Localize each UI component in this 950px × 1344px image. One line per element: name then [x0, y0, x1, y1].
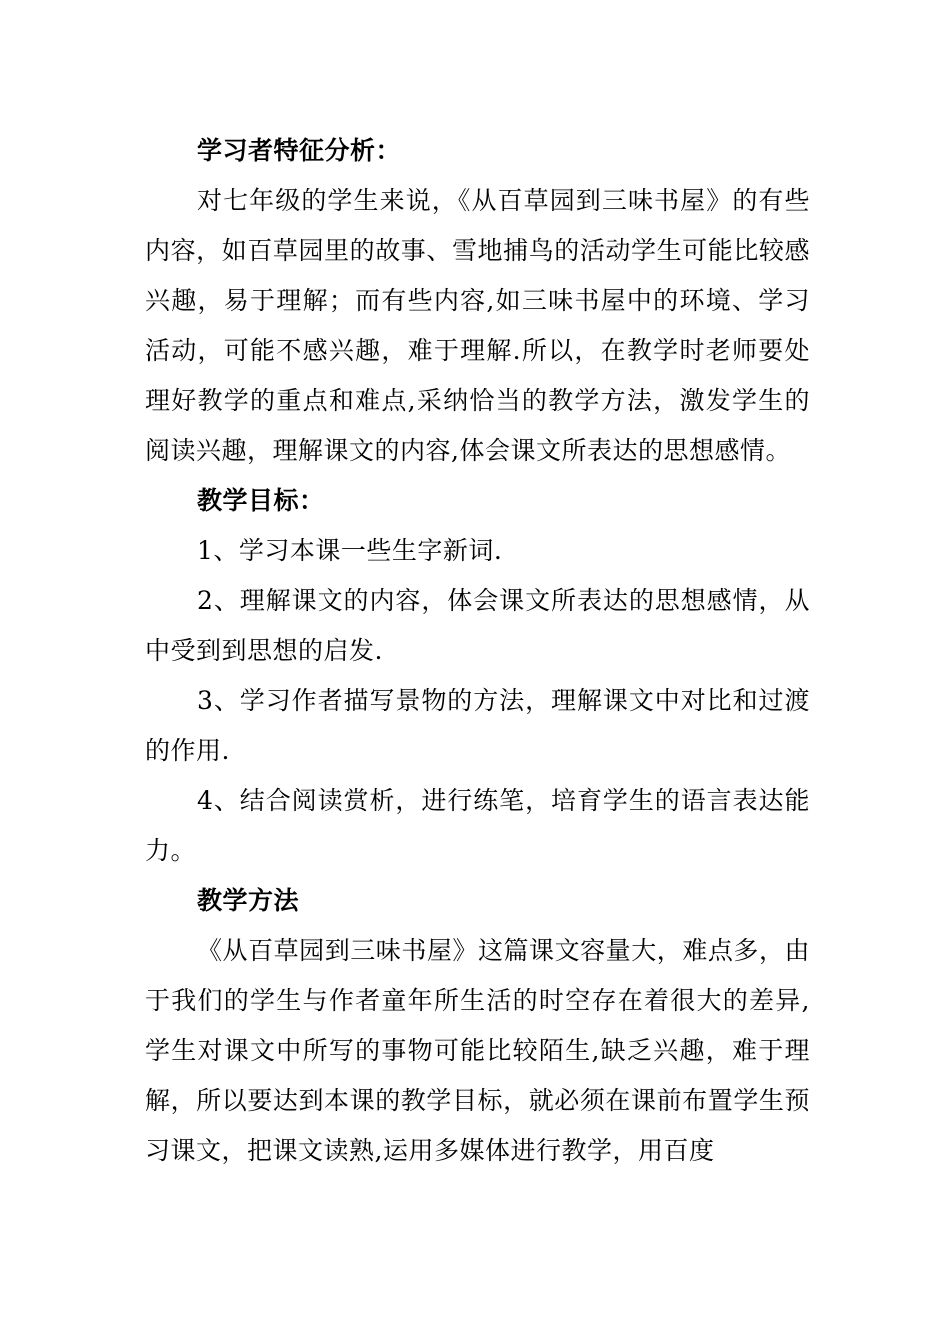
paragraph-teaching-methods: 《从百草园到三味书屋》这篇课文容量大，难点多，由于我们的学生与作者童年所生活的时空存在着很大的差异,学生对课文中所写的事物可能比较陌生,缺乏兴趣，难于理解，所以要达到本课的教学目标，就必须在课前布置学生预习课文，把课文读熟,运用多媒体进行教学，用百度: [145, 936, 810, 1165]
goal-item-4: 4、结合阅读赏析，进行练笔，培育学生的语言表达能力。: [145, 786, 810, 865]
heading-teaching-goals: 教学目标：: [197, 486, 325, 515]
goal-item-1: 1、学习本课一些生字新词.: [197, 536, 503, 565]
goal-item-3: 3、学习作者描写景物的方法，理解课文中对比和过渡的作用.: [145, 686, 810, 765]
paragraph-learner-analysis: 对七年级的学生来说，《从百草园到三味书屋》的有些内容，如百草园里的故事、雪地捕鸟的活动学生可能比较感兴趣，易于理解；而有些内容,如三味书屋中的环境、学习活动，可能不感兴趣，难于理解.所以，在教学时老师要处理好教学的重点和难点,采纳恰当的教学方法，激发学生的阅读兴趣，理解课文的内容,体会课文所表达的思想感情。: [145, 186, 810, 465]
document-body: [145, 126, 810, 1176]
heading-teaching-methods: 教学方法: [197, 886, 300, 915]
heading-learner-analysis: 学习者特征分析：: [197, 136, 402, 165]
goal-item-2: 2、理解课文的内容，体会课文所表达的思想感情，从中受到到思想的启发.: [145, 586, 810, 665]
